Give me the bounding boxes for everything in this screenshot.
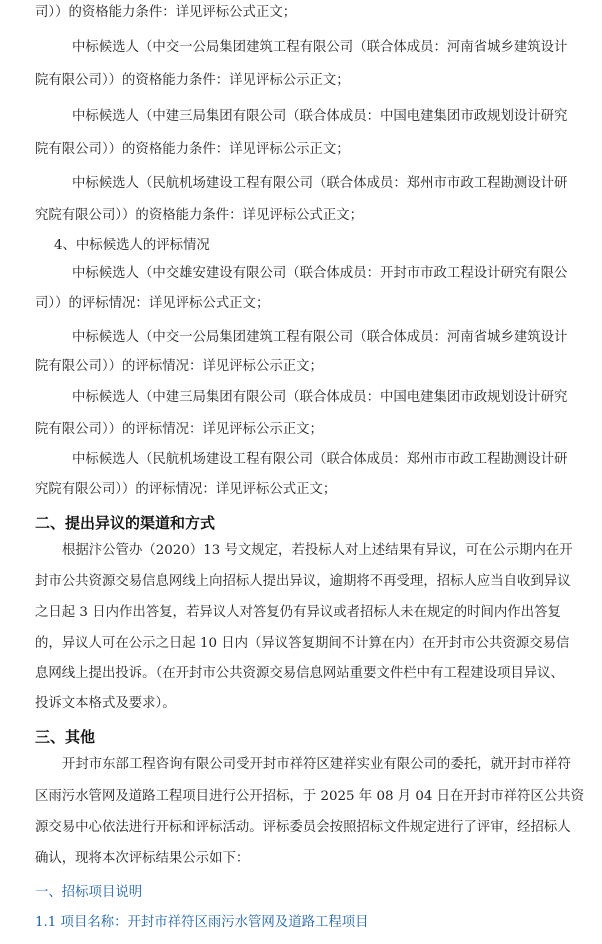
section-2-line-1: 根据汴公管办（2020）13 号文规定，若投标人对上述结果有异议，可在公示期内在开 — [62, 543, 573, 558]
text-line-5: 院有限公司））的资格能力条件：详见评标公示正文； — [35, 142, 350, 157]
section-2-heading: 二、提出异议的渠道和方式 — [35, 514, 216, 532]
section-2-line-5: 息网线上提出投诉。（在开封市公共资源交易信息网站重要文件栏中有工程建设项目异议、 — [35, 666, 564, 681]
text-line-10: 司））的评标情况：详见评标公式正文； — [35, 296, 270, 311]
text-line-9: 中标候选人（中交雄安建设有限公司（联合体成员：开封市市政工程设计研究有限公 — [72, 266, 568, 281]
section-3-line-3: 源交易中心依法进行开标和评标活动。评标委员会按照招标文件规定进行了评审，经招标人 — [35, 820, 571, 835]
text-line-8: 4、中标候选人的评标情况 — [54, 238, 210, 253]
section-2-line-4: 的，异议人可在公示之日起 10 日内（异议答复期间不计算在内）在开封市公共资源交易信 — [35, 636, 570, 651]
text-line-7: 究院有限公司））的资格能力条件：详见评标公式正文； — [35, 208, 364, 223]
text-line-1: 司））的资格能力条件：详见评标公式正文； — [35, 5, 297, 20]
section-3-heading: 三、其他 — [35, 728, 96, 746]
text-line-11: 中标候选人（中交一公局集团建筑工程有限公司（联合体成员：河南省城乡建筑设计 — [72, 330, 568, 345]
subsection-heading: 一、招标项目说明 — [35, 885, 143, 900]
section-2-line-6: 投诉文本格式及要求）。 — [35, 696, 176, 711]
text-line-4: 中标候选人（中建三局集团有限公司（联合体成员：中国电建集团市政规划设计研究 — [72, 109, 568, 124]
text-line-16: 究院有限公司））的评标情况：详见评标公式正文； — [35, 482, 337, 497]
text-line-15: 中标候选人（民航机场建设工程有限公司（联合体成员：郑州市市政工程勘测设计研 — [72, 452, 568, 467]
text-line-13: 中标候选人（中建三局集团有限公司（联合体成员：中国电建集团市政规划设计研究 — [72, 390, 568, 405]
text-line-3: 院有限公司））的资格能力条件：详见评标公示正文； — [35, 73, 350, 88]
text-line-2: 中标候选人（中交一公局集团建筑工程有限公司（联合体成员：河南省城乡建筑设计 — [72, 40, 568, 55]
text-line-14: 院有限公司））的评标情况：详见评标公示正文； — [35, 422, 323, 437]
section-3-line-1: 开封市东部工程咨询有限公司受开封市祥符区建祥实业有限公司的委托，就开封市祥符 — [62, 757, 571, 772]
text-line-12: 院有限公司））的评标情况：详见评标公示正文； — [35, 359, 323, 374]
section-3-line-4: 确认，现将本次评标结果公示如下： — [35, 851, 250, 866]
section-2-line-2: 封市公共资源交易信息网线上向招标人提出异议，逾期将不再受理，招标人应当自收到异议 — [35, 574, 571, 589]
text-line-6: 中标候选人（民航机场建设工程有限公司（联合体成员：郑州市市政工程勘测设计研 — [72, 176, 568, 191]
section-2-line-3: 之日起 3 日内作出答复，若异议人对答复仍有异议或者招标人未在规定的时间内作出答复 — [35, 605, 561, 620]
project-name-item: 1.1 项目名称：开封市祥符区雨污水管网及道路工程项目 — [35, 915, 369, 930]
section-3-line-2: 区雨污水管网及道路工程项目进行公开招标，于 2025 年 08 月 04 日在开封市祥符区公共资 — [35, 789, 584, 804]
